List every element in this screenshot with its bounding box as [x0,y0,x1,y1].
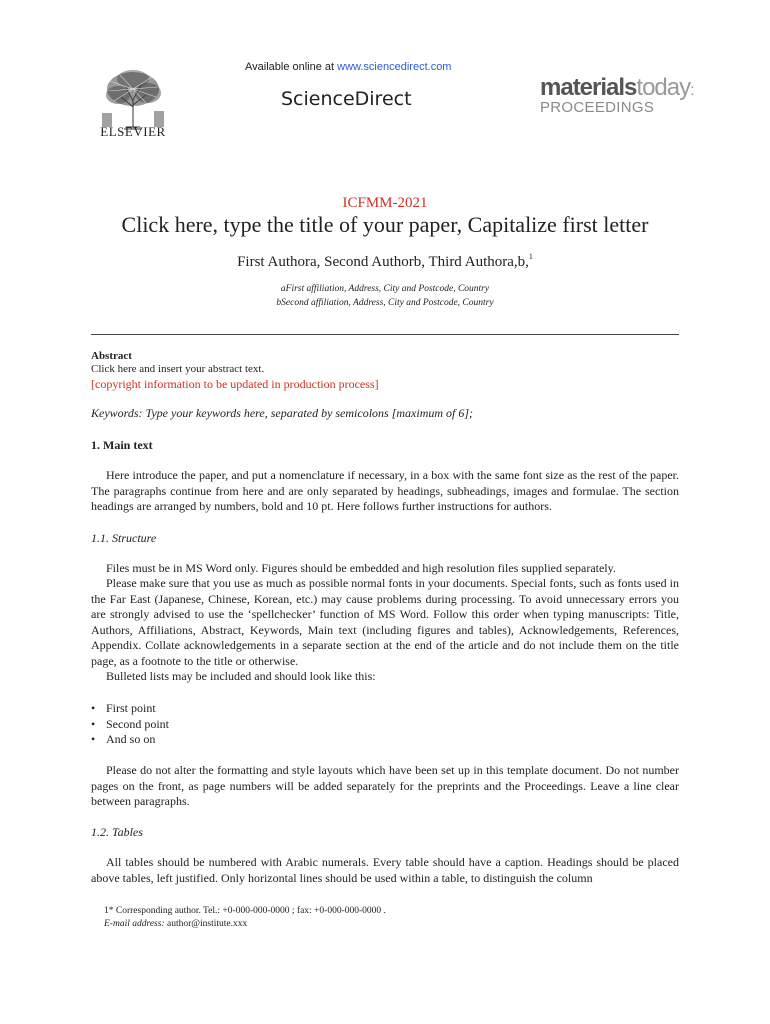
copyright-notice: [copyright information to be updated in production process] [91,377,379,391]
journal-logo-bold: materials [540,74,637,101]
footnote-corresponding-author: 1* Corresponding author. Tel.: +0-000-000-0000 ; fax: +0-000-000-0000 . [104,906,386,916]
paragraph-intro: Here introduce the paper, and put a nomenclature if necessary, in a box with the same font size as the rest of the paper. The paragraphs continue from here and are only separated by headings, subheadings, images and formulae. The section headings are arranged by numbers, bold and 10 pt. Here follows further instructions for authors. [91,468,679,513]
sciencedirect-link[interactable]: www.sciencedirect.com [337,61,452,73]
journal-logo-sub: PROCEEDINGS [540,99,655,116]
paragraph-fonts: Please make sure that you use as much as possible normal fonts in your documents. Special fonts, such as fonts used in the Far East (Japanese, Chinese, Korean, etc.) may cause problems during processing. To avoid unnecessary errors you are strongly advised to use the ‘spellchecker’ function of MS Word. Follow this order when typing manuscripts: Title, Authors, Affiliations, Abstract, Keywords, Main text (including figures and tables), Acknowledgements, References, Appendix. Collate acknowledgements in a separate section at the end of the article and do not include them on the title page, as a footnote to the title or otherwise. [91,576,679,668]
sciencedirect-title: ScienceDirect [281,88,412,110]
header-divider [91,334,679,335]
list-item: • And so on [91,732,679,748]
available-online-label: Available online at [245,61,338,73]
list-item: • Second point [91,717,679,733]
paragraph-formatting: Please do not alter the formatting and style layouts which have been set up in this template document. Do not number pages on the front, as page numbers will be added separately for the preprints and the Proceedings. Leave a line clear between paragraphs. [91,763,679,808]
authors-text: First Authora, Second Authorb, Third Authora,b, [237,254,529,270]
author-list [0,254,770,271]
keywords-line: Keywords: Type your keywords here, separated by semicolons [maximum of 6]; [91,406,474,420]
abstract-text: Click here and insert your abstract text. [91,363,265,375]
authors-footnote-mark: 1 [528,252,533,261]
section-heading-main-text: 1. Main text [91,438,153,452]
affiliation-2: bSecond affiliation, Address, City and Postcode, Country [276,298,494,308]
conference-name: ICFMM-2021 [342,195,428,211]
journal-logo-colon-icon: : [690,82,694,99]
list-item: • First point [91,701,679,717]
publisher-logo-text: ELSEVIER [100,124,166,139]
affiliation-1: aFirst affiliation, Address, City and Postcode, Country [280,284,490,294]
subsection-heading-structure: 1.1. Structure [91,531,157,545]
abstract-heading: Abstract [91,350,132,362]
paragraph-tables: All tables should be numbered with Arabic numerals. Every table should have a caption. Headings should be placed above tables, left justified. Only horizontal lines should be used within a table, to distinguish the column [91,855,679,885]
email-label: E-mail address: [104,919,165,929]
paragraph-bullets-intro: Bulleted lists may be included and should look like this: [106,669,376,683]
footnote-email [104,919,247,929]
bullet-list [91,701,679,748]
paragraph-files: Files must be in MS Word only. Figures should be embedded and high resolution files supplied separately. [106,561,616,575]
available-online-line [245,61,451,73]
email-address: author@institute.xxx [164,919,248,929]
paper-title: Click here, type the title of your paper, Capitalize first letter [121,212,649,237]
subsection-heading-tables: 1.2. Tables [91,825,143,839]
journal-logo-light: today [636,74,691,101]
